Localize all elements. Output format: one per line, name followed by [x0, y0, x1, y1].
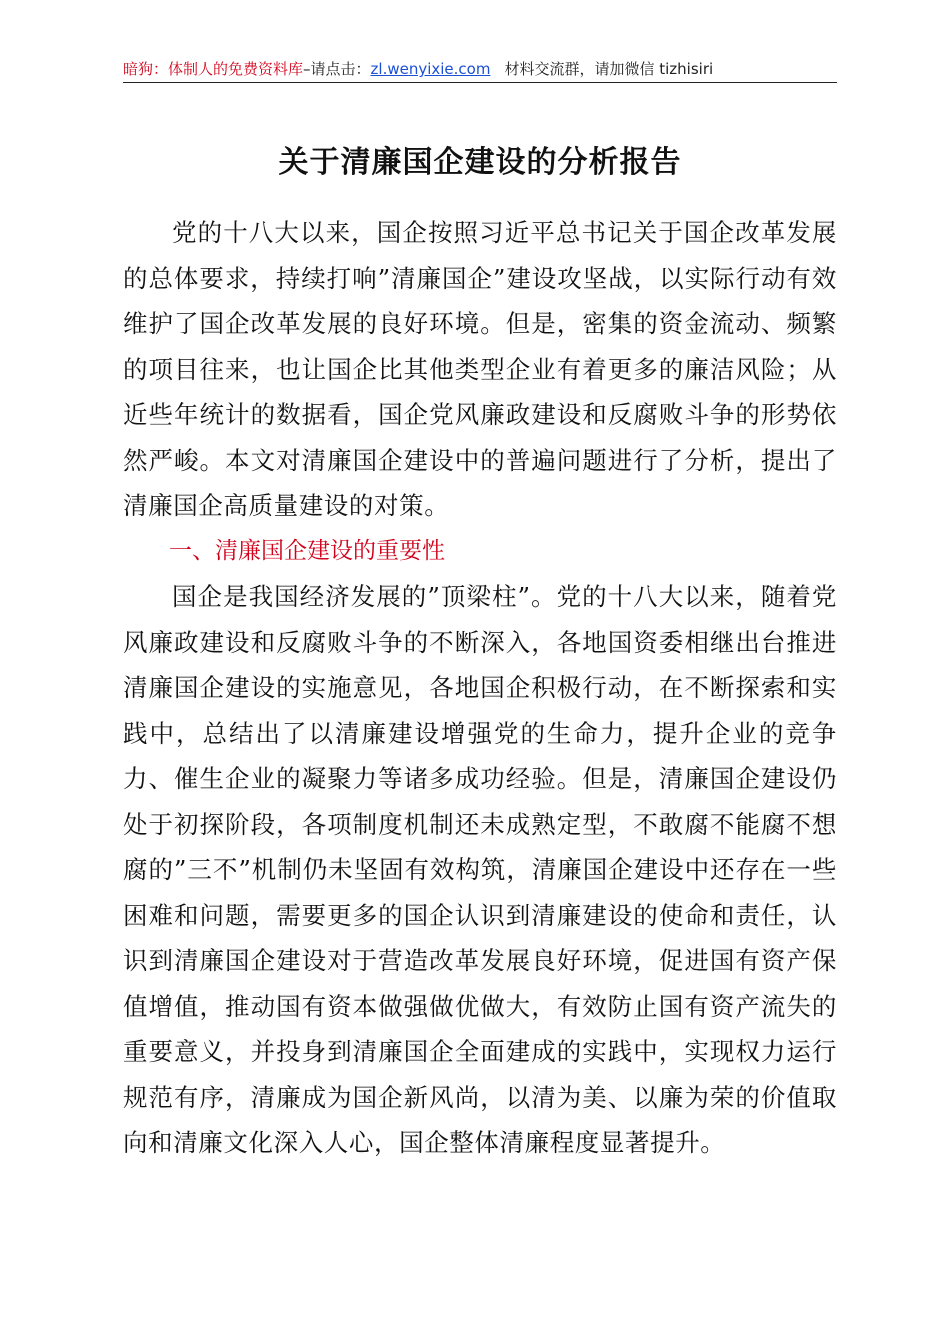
section-paragraph: 国企是我国经济发展的”顶梁柱”。党的十八大以来，随着党风廉政建设和反腐败斗争的不断深入，各地国资委相继出台推进清廉国企建设的实施意见，各地国企积极行动，在不断探索和实践中，总结出了以清廉建设增强党的生命力，提升企业的竞争力、催生企业的凝聚力等诸多成功经验。但是，清廉国企建设仍处于初探阶段，各项制度机制还未成熟定型，不敢腐不能腐不想腐的”三不”机制仍未坚固有效构筑，清廉国企建设中还存在一些困难和问题，需要更多的国企认识到清廉建设的使命和责任，认识到清廉国企建设对于营造改革发展良好环境，促进国有资产保值增值，推动国有资本做强做优做大，有效防止国有资产流失的重要意义，并投身到清廉国企全面建成的实践中，实现权力运行规范有序，清廉成为国企新风尚，以清为美、以廉为荣的价值取向和清廉文化深入人心，国企整体清廉程度显著提升。	[123, 582, 837, 1157]
header-divider	[123, 82, 837, 83]
document-body	[123, 210, 837, 1166]
section-heading: 一、清廉国企建设的重要性	[169, 537, 445, 564]
page-header	[123, 58, 837, 80]
header-click-prompt: –请点击：	[303, 60, 371, 78]
header-contact: 材料交流群，请加微信 tizhisiri	[504, 60, 714, 78]
header-brand: 暗狗：体制人的免费资料库	[123, 60, 304, 78]
intro-paragraph: 党的十八大以来，国企按照习近平总书记关于国企改革发展的总体要求，持续打响”清廉国企”建设攻坚战，以实际行动有效维护了国企改革发展的良好环境。但是，密集的资金流动、频繁的项目往来，也让国企比其他类型企业有着更多的廉洁风险；从近些年统计的数据看，国企党风廉政建设和反腐败斗争的形势依然严峻。本文对清廉国企建设中的普遍问题进行了分析，提出了清廉国企高质量建设的对策。	[123, 218, 837, 520]
document-title: 关于清廉国企建设的分析报告	[278, 145, 682, 180]
header-link[interactable]: zl.wenyixie.com	[370, 60, 491, 78]
